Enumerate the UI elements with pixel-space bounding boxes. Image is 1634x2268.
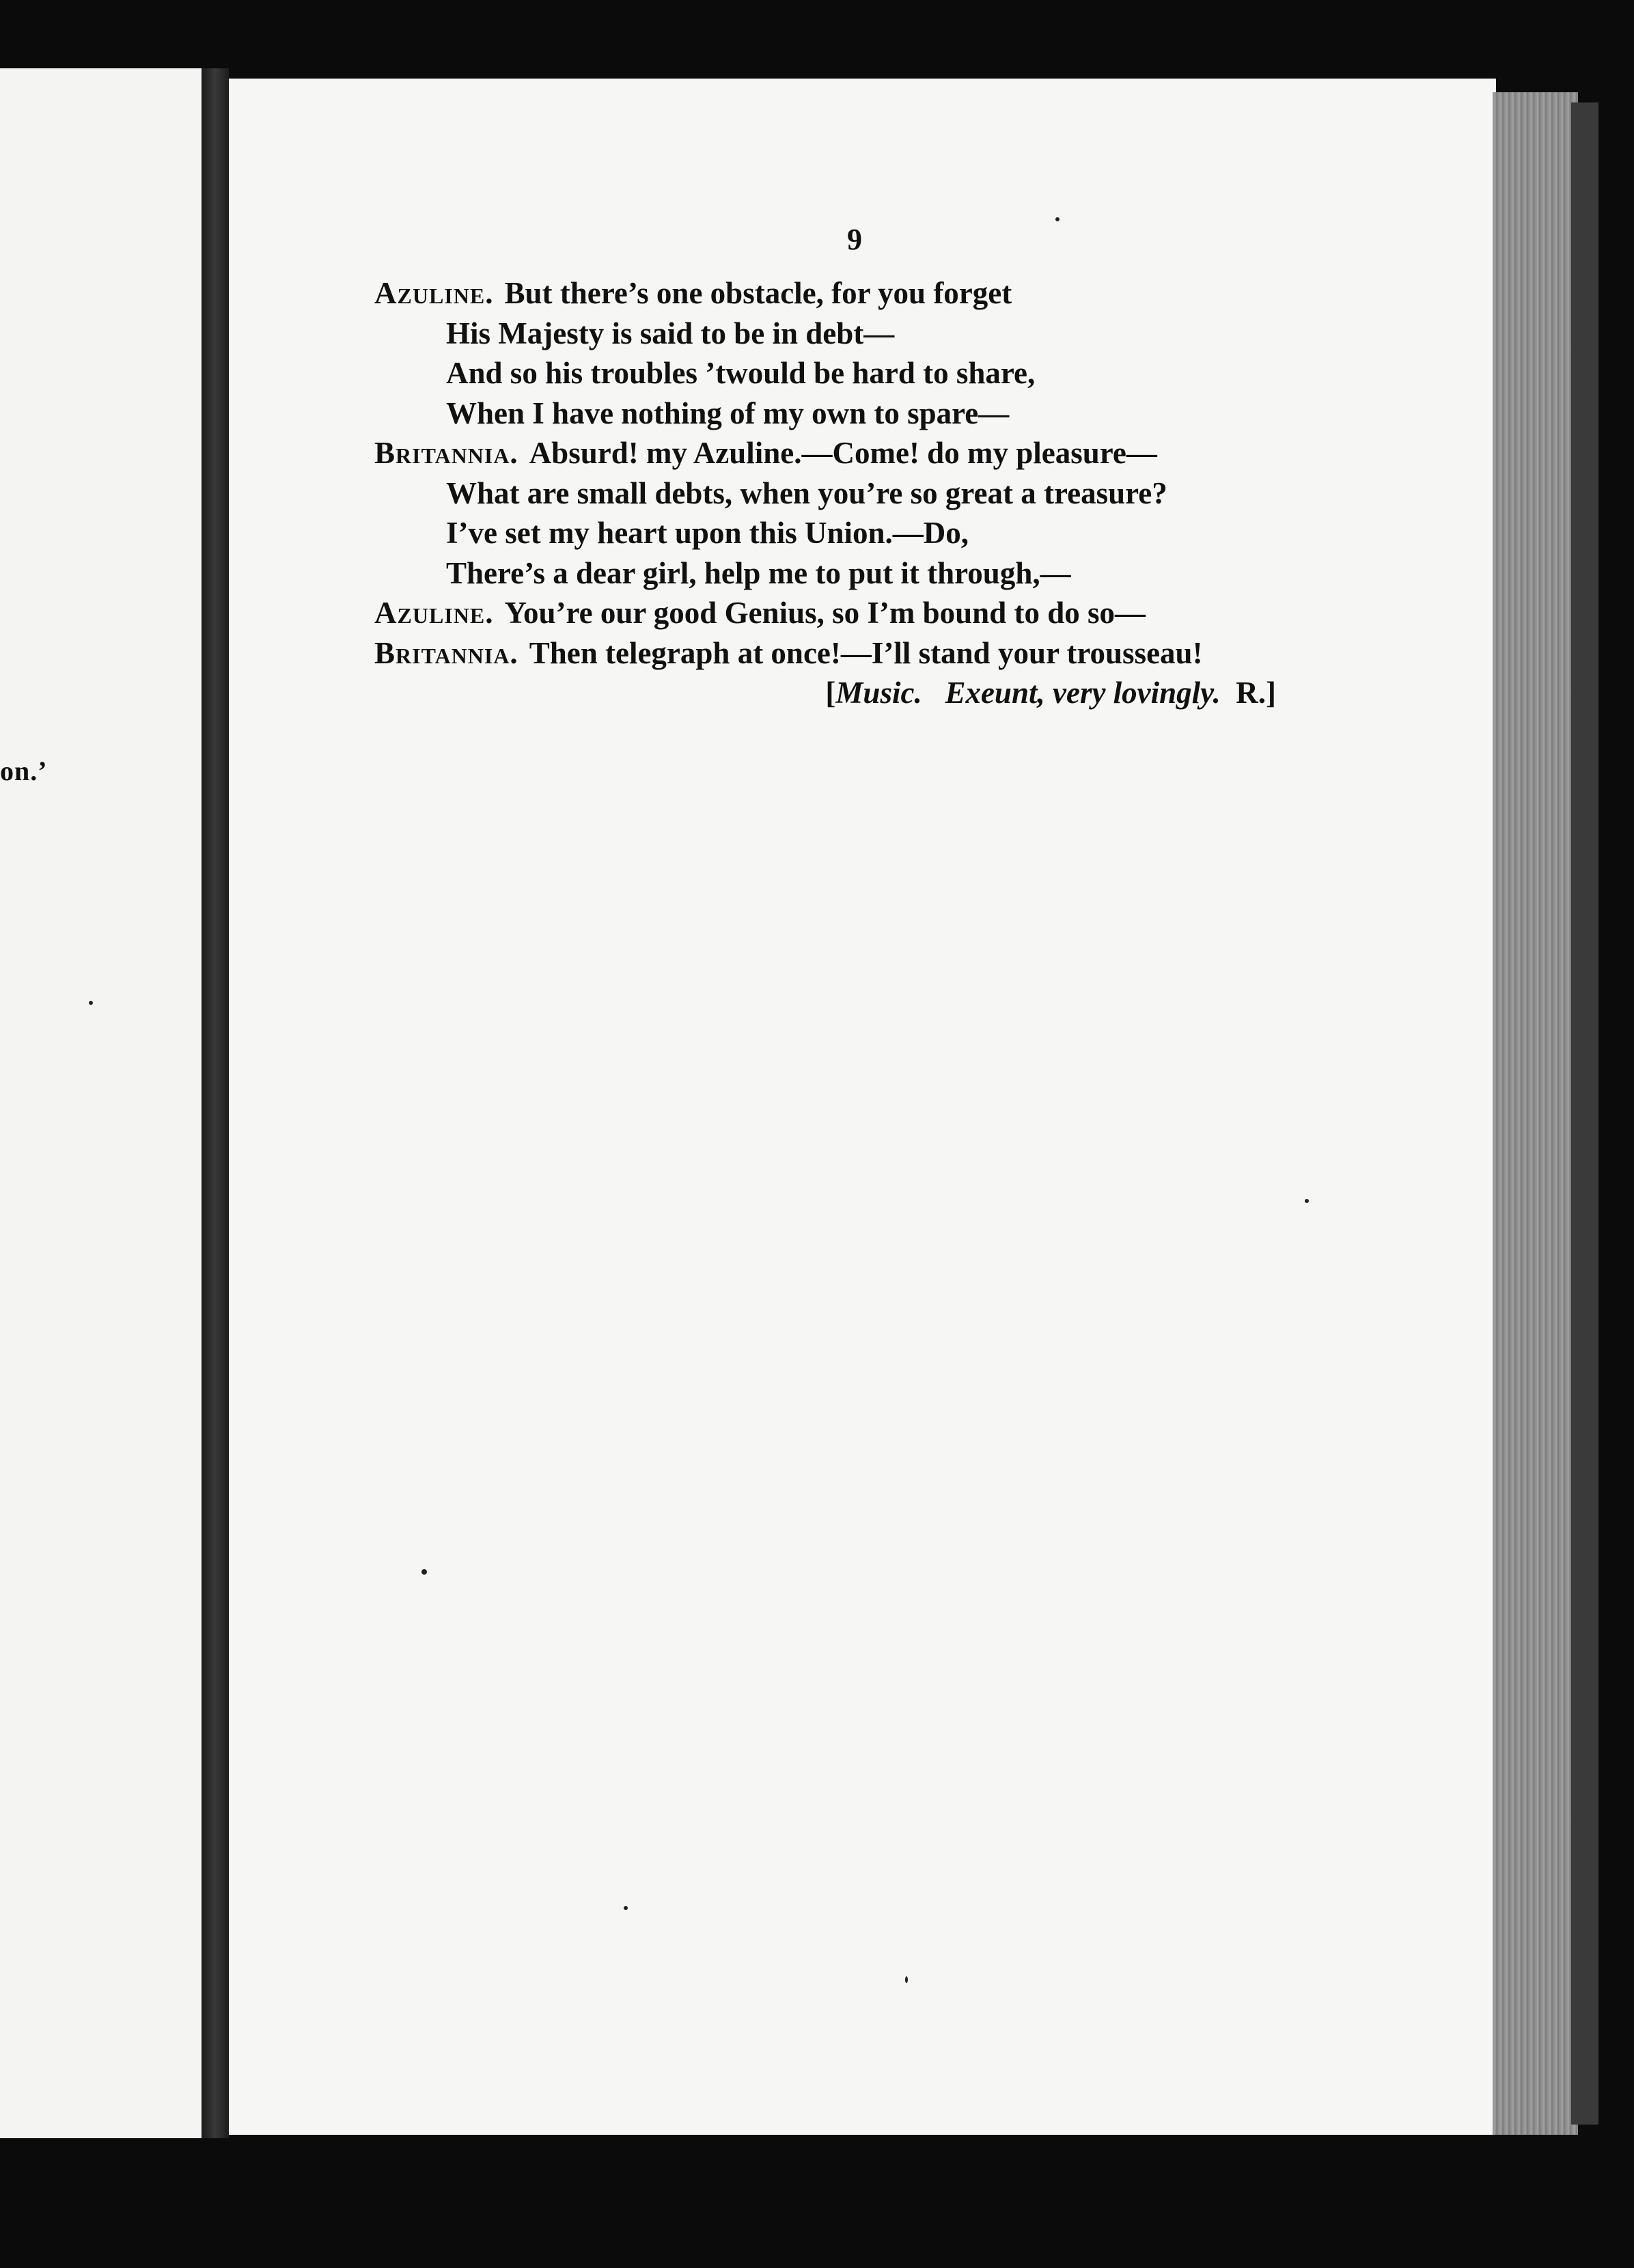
- stage-close-bracket: ]: [1266, 676, 1276, 710]
- stage-direction-text: Music. Exeunt, very lovingly.: [835, 676, 1221, 710]
- line-text: There’s a dear girl, help me to put it through,—: [446, 555, 1071, 590]
- line-text: What are small debts, when you’re so great a treasure?: [446, 475, 1167, 510]
- line-text: And so his troubles ’twould be hard to share,: [446, 356, 1036, 390]
- scan-speck: [624, 1906, 628, 1910]
- line-text: Absurd! my Azuline.—Come! do my pleasure—: [529, 436, 1157, 470]
- line-text: His Majesty is said to be in debt—: [446, 316, 895, 350]
- line-text: I’ve set my heart upon this Union.—Do,: [446, 516, 969, 550]
- verse-line: [374, 513, 1365, 553]
- speaker-name: Britannia.: [374, 436, 518, 470]
- verse-line: [374, 593, 1365, 633]
- left-facing-page: [0, 68, 202, 2138]
- page-edges: [1493, 92, 1578, 2135]
- page-edges-shadow: [1571, 102, 1598, 2125]
- stage-open-bracket: [: [825, 676, 836, 710]
- left-page-text-fragment: on.’: [0, 756, 48, 786]
- verse-line: [374, 473, 1365, 514]
- scan-speck: [421, 1569, 427, 1575]
- verse-line: [374, 273, 1365, 314]
- verse-line: [374, 314, 1365, 354]
- line-text: When I have nothing of my own to spare—: [446, 396, 1010, 430]
- scan-speck: [1055, 217, 1060, 221]
- verse-line: [374, 433, 1365, 473]
- speaker-name: Azuline.: [374, 596, 494, 630]
- verse-line: [374, 393, 1365, 434]
- line-text: You’re our good Genius, so I’m bound to do so—: [504, 596, 1146, 630]
- scan-speck: [905, 1976, 908, 1983]
- line-text: But there’s one obstacle, for you forget: [504, 276, 1012, 310]
- stage-direction-suffix: R.: [1236, 676, 1266, 710]
- page-number: 9: [847, 223, 862, 256]
- verse-line: [374, 353, 1365, 393]
- verse-line: [374, 553, 1365, 594]
- book-gutter: [202, 68, 229, 2138]
- scan-speck: [1305, 1199, 1309, 1203]
- verse-line: [374, 633, 1365, 674]
- line-text: Then telegraph at once!—I’ll stand your trousseau!: [529, 635, 1203, 670]
- play-text: [374, 273, 1365, 713]
- speaker-name: Britannia.: [374, 635, 518, 670]
- scan-speck: [89, 1001, 93, 1005]
- stage-direction: [374, 673, 1365, 713]
- speaker-name: Azuline.: [374, 276, 494, 310]
